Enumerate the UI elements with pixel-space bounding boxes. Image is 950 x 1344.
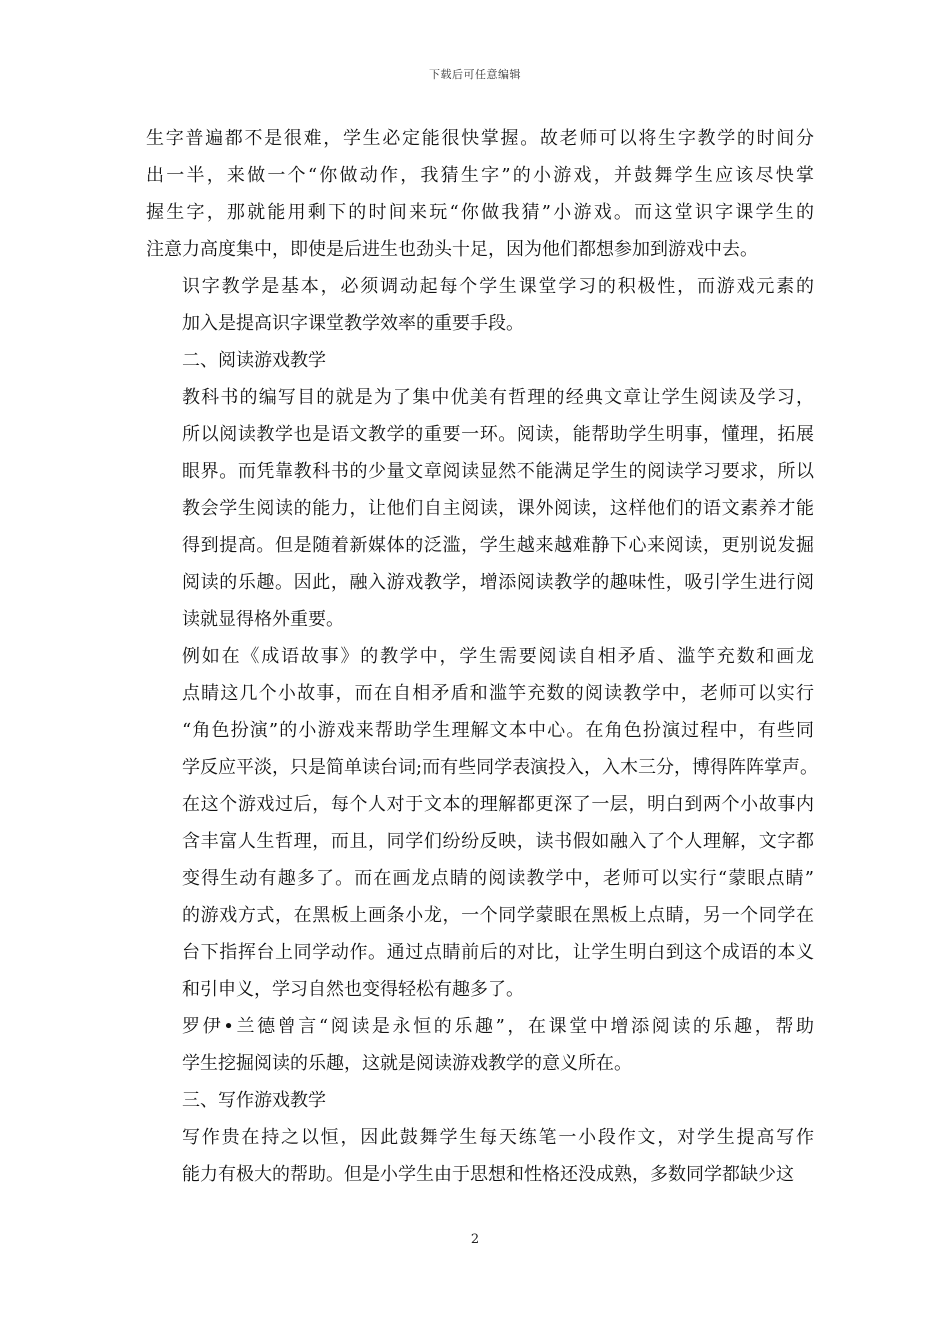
paragraph xyxy=(146,379,814,638)
paragraph xyxy=(146,120,814,268)
text-line: 三、写作游戏教学 xyxy=(182,1090,326,1111)
text-line: 生字普遍都不是很难，学生必定能很快掌握。故老师可以将生字教学的时间分 xyxy=(146,128,814,149)
paragraph xyxy=(146,268,814,342)
text-line: 出一半，来做一个“你做动作，我猜生字”的小游戏，并鼓舞学生应该尽快掌 xyxy=(146,165,814,186)
text-line: 例如在《成语故事》的教学中，学生需要阅读自相矛盾、滥竽充数和画龙 xyxy=(182,646,814,667)
text-line: 点睛这几个小故事，而在自相矛盾和滥竽充数的阅读教学中，老师可以实行 xyxy=(182,683,814,704)
header-text: 下载后可任意编辑 xyxy=(429,68,521,81)
text-line: 教科书的编写目的就是为了集中优美有哲理的经典文章让学生阅读及学习， xyxy=(182,387,814,408)
text-line: 教会学生阅读的能力，让他们自主阅读，课外阅读，这样他们的语文素养才能 xyxy=(182,498,814,519)
text-line: 台下指挥台上同学动作。通过点睛前后的对比，让学生明白到这个成语的本义 xyxy=(182,942,814,963)
text-line: 二、阅读游戏教学 xyxy=(182,350,326,371)
text-line: 在这个游戏过后，每个人对于文本的理解都更深了一层，明白到两个小故事内 xyxy=(182,794,814,815)
text-line: 罗伊•兰德曾言“阅读是永恒的乐趣”，在课堂中增添阅读的乐趣，帮助 xyxy=(182,1016,814,1037)
text-line: 得到提高。但是随着新媒体的泛滥，学生越来越难静下心来阅读，更别说发掘 xyxy=(182,535,814,556)
text-line: 加入是提高识字课堂教学效率的重要手段。 xyxy=(182,313,524,334)
paragraph xyxy=(146,342,814,379)
text-line: 注意力高度集中，即使是后进生也劲头十足，因为他们都想参加到游戏中去。 xyxy=(146,239,758,260)
paragraph xyxy=(146,1008,814,1082)
document-body xyxy=(146,120,819,1193)
text-line: 写作贵在持之以恒，因此鼓舞学生每天练笔一小段作文，对学生提高写作 xyxy=(182,1127,814,1148)
text-line: 眼界。而凭靠教科书的少量文章阅读显然不能满足学生的阅读学习要求，所以 xyxy=(182,461,814,482)
text-line: “角色扮演”的小游戏来帮助学生理解文本中心。在角色扮演过程中，有些同 xyxy=(182,720,814,741)
text-line: 变得生动有趣多了。而在画龙点睛的阅读教学中，老师可以实行“蒙眼点睛” xyxy=(182,868,814,889)
text-line: 读就显得格外重要。 xyxy=(182,609,344,630)
text-line: 阅读的乐趣。因此，融入游戏教学，增添阅读教学的趣味性，吸引学生进行阅 xyxy=(182,572,814,593)
page-header xyxy=(0,66,950,82)
text-line: 含丰富人生哲理，而且，同学们纷纷反映，读书假如融入了个人理解，文字都 xyxy=(182,831,814,852)
text-line: 和引申义，学习自然也变得轻松有趣多了。 xyxy=(182,979,524,1000)
text-line: 识字教学是基本，必须调动起每个学生课堂学习的积极性，而游戏元素的 xyxy=(182,276,814,297)
paragraph xyxy=(146,1082,814,1119)
text-line: 所以阅读教学也是语文教学的重要一环。阅读，能帮助学生明事，懂理，拓展 xyxy=(182,424,814,445)
text-line: 握生字，那就能用剩下的时间来玩“你做我猜”小游戏。而这堂识字课学生的 xyxy=(146,202,814,223)
page-footer xyxy=(0,1232,950,1247)
paragraph xyxy=(146,638,819,1008)
text-line: 的游戏方式，在黑板上画条小龙，一个同学蒙眼在黑板上点睛，另一个同学在 xyxy=(182,905,814,926)
text-line: 学生挖掘阅读的乐趣，这就是阅读游戏教学的意义所在。 xyxy=(182,1053,632,1074)
page-number: 2 xyxy=(470,1232,480,1247)
paragraph xyxy=(146,1119,814,1193)
text-line: 学反应平淡，只是简单读台词;而有些同学表演投入，入木三分，博得阵阵掌声。 xyxy=(182,757,819,778)
text-line: 能力有极大的帮助。但是小学生由于思想和性格还没成熟，多数同学都缺少这 xyxy=(182,1164,794,1185)
